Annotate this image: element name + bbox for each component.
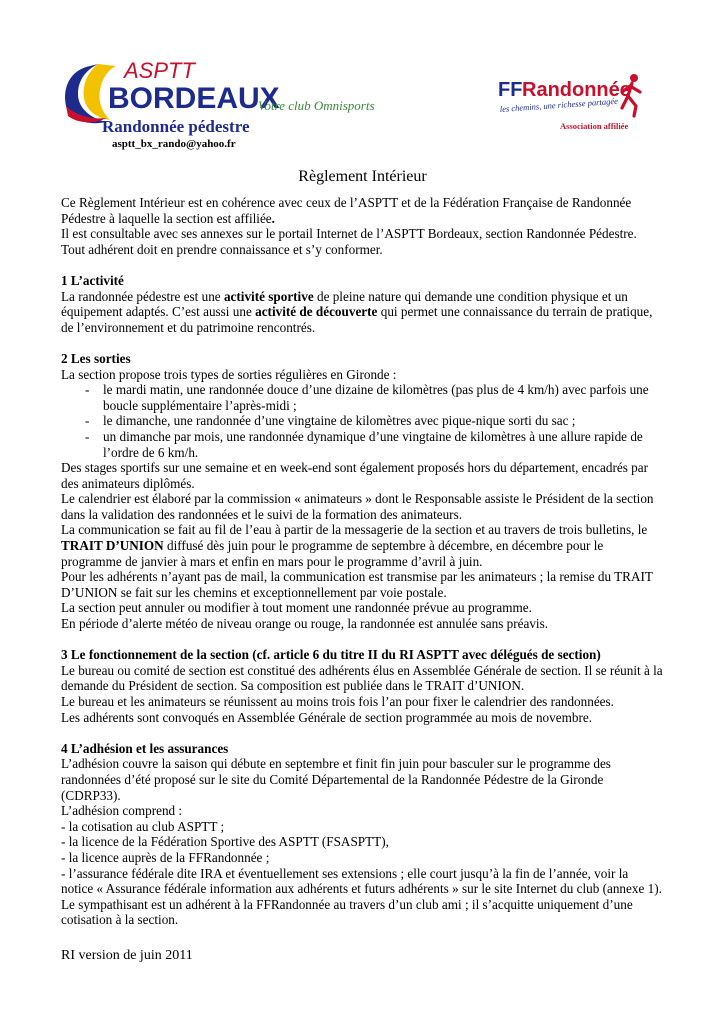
section-name: Randonnée pédestre (102, 117, 250, 136)
paragraph: La communication se fait au fil de l’eau à partir de la messagerie de la section et au travers de trois bulletins, le TRAIT D’UNION diffusé dès juin pour le programme de septembre à décembre, en décembre pour le programme de janvier à mars et enfin en mars pour le programme d’avril à juin. (61, 522, 648, 569)
paragraph: Le bureau et les animateurs se réunissent au moins trois fois l’an pour fixer le calendrier des randonnées. (61, 694, 614, 709)
svg-text:Votre club Omnisports: Votre club Omnisports (258, 98, 375, 113)
section-heading: 1 L’activité (61, 272, 124, 288)
paragraph: Des stages sportifs sur une semaine et en week-end sont également proposés hors du département, encadrés par des animateurs diplômés. (61, 460, 649, 491)
paragraph: La section propose trois types de sorties régulières en Gironde : (61, 366, 397, 382)
document-title: Règlement Intérieur (298, 168, 427, 185)
version-footer: RI version de juin 2011 (61, 948, 193, 963)
paragraph: La section peut annuler ou modifier à tout moment une randonnée prévue au programme. (61, 600, 532, 616)
svg-text:FF: FF (498, 79, 523, 101)
list-item: - le mardi matin, une randonnée douce d’une dizaine de kilomètres (pas plus de 4 km/h) avec parfois une boucle supplémentaire l’après-midi ; (61, 382, 663, 413)
paragraph: Pour les adhérents n’ayant pas de mail, la communication est transmise par les animateurs ; la remise du TRAIT D’UNION se fait sur les chemins et exceptionnellement par voie postale. (61, 569, 653, 600)
intro-paragraph: Ce Règlement Intérieur est en cohérence avec ceux de l’ASPTT et de la Fédération Française de Randonnée Pédestre à laquelle la section est affiliée. (61, 195, 632, 226)
section-heading: 3 Le fonctionnement de la section (cf. article 6 du titre II du RI ASPTT avec délégués de section) (61, 647, 601, 663)
paragraph: La randonnée pédestre est une activité sportive de pleine nature qui demande une condition physique et un équipement adaptés. C’est aussi une activité de découverte qui permet une connaissance du terrain de pratique, de l’environnement et du patrimoine rencontrés. (61, 288, 653, 335)
section-heading: 2 Les sorties (61, 350, 131, 366)
list-line: - l’assurance fédérale dite IRA et éventuellement ses extensions ; elle court jusqu’à la fin de l’année, voir la notice « Assurance fédérale information aux adhérents et futurs adhérents » sur le site Internet du club (annexe 1). (61, 865, 662, 897)
paragraph: Le bureau ou comité de section est constitué des adhérents élus en Assemblée Générale de section. Il se réunit à la demande du Président de section. Sa composition est publiée dans le TRAIT d’UNION. (61, 662, 663, 694)
section-heading: 4 L’adhésion et les assurances (61, 740, 229, 756)
document-body (61, 195, 663, 928)
intro-line: Il est consultable avec ses annexes sur le portail Internet de l’ASPTT Bordeaux, section Randonnée Pédestre. (61, 226, 637, 242)
paragraph: Les adhérents sont convoqués en Assemblée Générale de section programmée au mois de novembre. (61, 709, 592, 725)
list-line: - la cotisation au club ASPTT ; (61, 818, 225, 834)
svg-text:Randonnée: Randonnée (522, 79, 631, 101)
outings-list (61, 382, 663, 460)
list-line: - la licence auprès de la FFRandonnée ; (61, 849, 270, 865)
paragraph: Le calendrier est élaboré par la commission « animateurs » dont le Responsable assiste le Président de la section dans la validation des randonnées et le suivi de la formation des animateurs. (61, 491, 654, 522)
list-item: - un dimanche par mois, une randonnée dynamique d’une vingtaine de kilomètres à une allure rapide de l’ordre de 6 km/h. (61, 429, 663, 460)
svg-text:BORDEAUX: BORDEAUX (108, 82, 280, 115)
affiliation-label: Association affiliée (560, 121, 629, 131)
list-line: - la licence de la Fédération Sportive des ASPTT (FSASPTT), (61, 834, 389, 850)
email-address: asptt_bx_rando@yahoo.fr (112, 138, 236, 150)
paragraph: L’adhésion comprend : (61, 803, 183, 819)
paragraph: L’adhésion couvre la saison qui débute en septembre et finit fin juin pour basculer sur le programme des randonnées d’été proposé sur le site du Comité Départemental de la Randonnée Pédestre de la Gironde (CDRP33). (61, 756, 611, 803)
paragraph: En période d’alerte météo de niveau orange ou rouge, la randonnée est annulée sans préavis. (61, 616, 549, 632)
svg-text:les chemins, une richesse part: les chemins, une richesse partagée (499, 95, 619, 114)
intro-line: Tout adhérent doit en prendre connaissance et s’y conformer. (61, 241, 383, 257)
ffrandonnee-logo (496, 70, 646, 122)
list-item: - le dimanche, une randonnée d’une vingtaine de kilomètres avec pique-nique sorti du sac ; (61, 413, 663, 429)
paragraph: Le sympathisant est un adhérent à la FFRandonnée au travers d’un club ami ; il s’acquitte uniquement d’une cotisation à la section. (61, 896, 633, 928)
svg-text:ASPTT: ASPTT (124, 58, 195, 83)
